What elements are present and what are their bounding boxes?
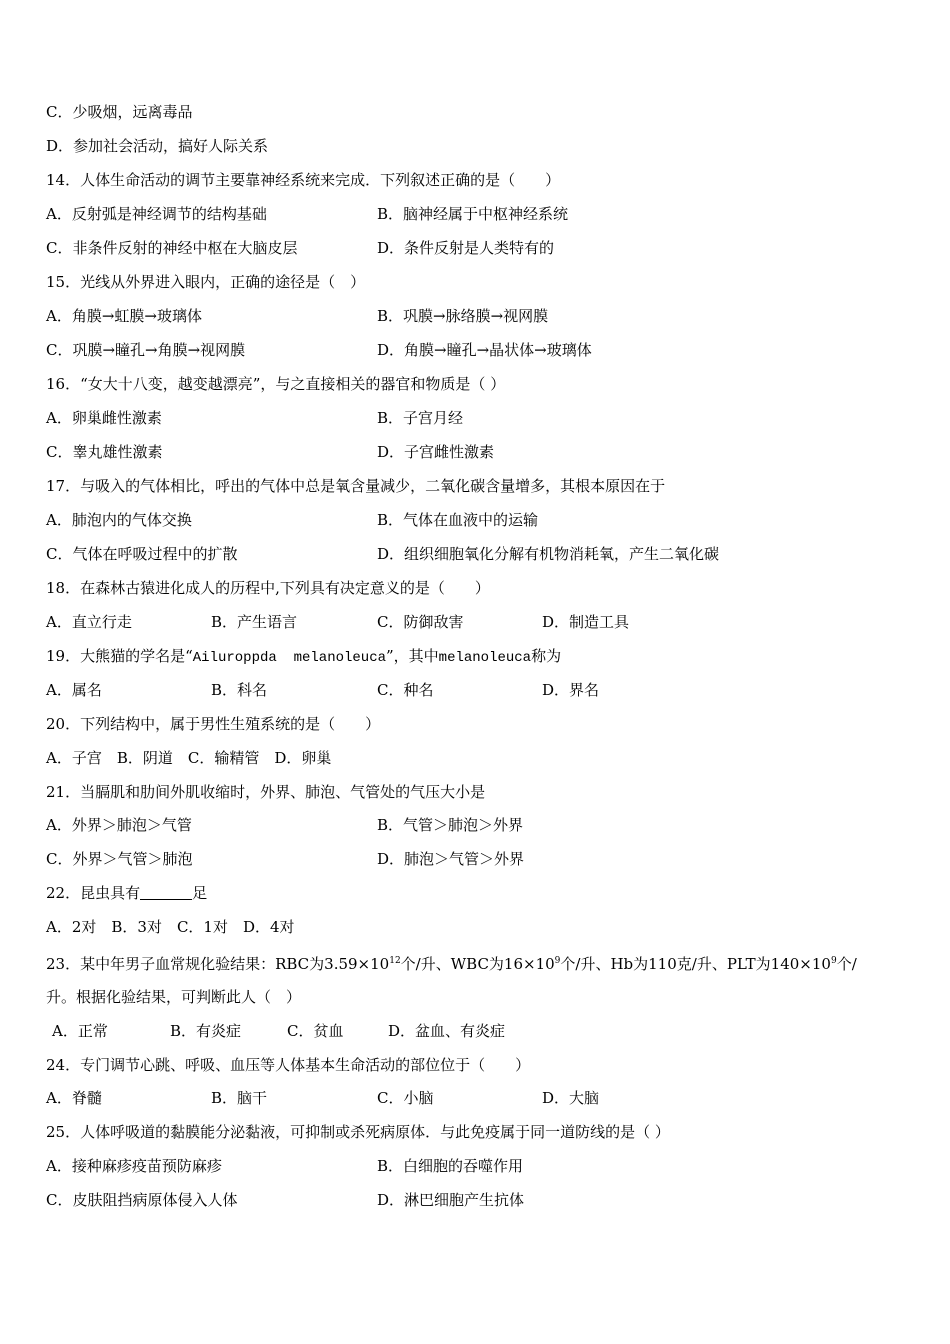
options-inline: A．子宫 B．阴道 C．输精管 D．卵巢: [46, 749, 332, 767]
question-25-stem: 25．人体呼吸道的黏膜能分泌黏液，可抑制或杀死病原体．与此免疫属于同一道防线的是（ ）: [46, 1123, 670, 1141]
question-17-stem: 17．与吸入的气体相比，呼出的气体中总是氧含量减少，二氧化碳含量增多，其根本原因在于: [46, 477, 666, 495]
option-d: D．条件反射是人类特有的: [377, 239, 555, 257]
question-14-stem: 14．人体生命活动的调节主要靠神经系统来完成．下列叙述正确的是（ ）: [46, 171, 561, 189]
question-20-options-row: [46, 748, 331, 768]
option-b: B．白细胞的吞噬作用: [377, 1157, 524, 1175]
option-line: [46, 136, 268, 156]
options-inline: A．2对 B．3对 C．1对 D．4对: [46, 918, 295, 936]
question-20-stem: 20．下列结构中，属于男性生殖系统的是（ ）: [46, 715, 381, 733]
option-c: C．巩膜→瞳孔→角膜→视网膜: [46, 341, 246, 359]
option-d: D．淋巴细胞产生抗体: [377, 1191, 525, 1209]
question-23-stem: 23．某中年男子血常规化验结果：RBC为$3.59\times 10^{12}$个/升、WBC为$16\times 10^9$个/升、Hb为110克/升、PLT为$140\times 10^9$个/: [46, 955, 857, 973]
option-b: B．产生语言: [211, 613, 298, 631]
option-a: A．正常: [52, 1022, 108, 1040]
option-d: D．界名: [542, 681, 600, 699]
option-a: A．脊髓: [46, 1089, 102, 1107]
superscript: 12: [389, 956, 401, 966]
question-15-stem: 15．光线从外界进入眼内，正确的途径是（ ）: [46, 273, 366, 291]
option-c: C．皮肤阻挡病原体侵入人体: [46, 1191, 238, 1209]
option-c: C．贫血: [287, 1022, 344, 1040]
question-23-stem-line2: 升。根据化验结果，可判断此人（ ）: [46, 988, 302, 1006]
option-a: A．反射弧是神经调节的结构基础: [46, 205, 267, 223]
option-a: A．卵巢雌性激素: [46, 409, 162, 427]
option-a: A．角膜→虹膜→玻璃体: [46, 307, 202, 325]
option-c: C．防御敌害: [377, 613, 464, 631]
option-c: C．种名: [377, 681, 434, 699]
question-22-options-row: [46, 917, 295, 937]
option-c: C．外界＞气管＞肺泡: [46, 850, 193, 868]
option-d: D．制造工具: [542, 613, 630, 631]
option-d: D．子宫雌性激素: [377, 443, 495, 461]
option-b: B．子宫月经: [377, 409, 464, 427]
question-16-stem: 16．“女大十八变，越变越漂亮”，与之直接相关的器官和物质是（ ）: [46, 375, 506, 393]
answer-blank: [140, 885, 192, 900]
option-d: D．大脑: [542, 1089, 600, 1107]
option-b: B．脑神经属于中枢神经系统: [377, 205, 569, 223]
option-d: D．盆血、有炎症: [388, 1022, 506, 1040]
option-c: C．气体在呼吸过程中的扩散: [46, 545, 238, 563]
option-b: B．气管＞肺泡＞外界: [377, 816, 524, 834]
option-b: B．气体在血液中的运输: [377, 511, 539, 529]
option-c: C．小脑: [377, 1089, 434, 1107]
option-b: B．科名: [211, 681, 268, 699]
option-d: D．组织细胞氧化分解有机物消耗氧，产生二氧化碳: [377, 545, 720, 563]
question-21-stem: 21．当膈肌和肋间外肌收缩时，外界、肺泡、气管处的气压大小是: [46, 783, 486, 801]
option-b: B．有炎症: [170, 1022, 242, 1040]
option-a: A．属名: [46, 681, 102, 699]
option-a: A．外界＞肺泡＞气管: [46, 816, 192, 834]
option-c: C．非条件反射的神经中枢在大脑皮层: [46, 239, 298, 257]
question-19-stem: 19．大熊猫的学名是“Ailuroppda melanoleuca”，其中melanoleuca称为: [46, 647, 562, 666]
superscript: 9: [554, 956, 561, 966]
superscript: 9: [830, 956, 837, 966]
option-b: B．巩膜→脉络膜→视网膜: [377, 307, 549, 325]
option-a: A．接种麻疹疫苗预防麻疹: [46, 1157, 222, 1175]
option-text: D．参加社会活动，搞好人际关系: [46, 137, 269, 155]
latin-name: melanoleuca: [438, 650, 532, 666]
question-24-stem: 24．专门调节心跳、呼吸、血压等人体基本生命活动的部位位于（ ）: [46, 1056, 531, 1074]
option-line: [46, 102, 192, 122]
option-a: A．肺泡内的气体交换: [46, 511, 192, 529]
option-a: A．直立行走: [46, 613, 132, 631]
option-b: B．脑干: [211, 1089, 268, 1107]
option-text: C．少吸烟，远离毒品: [46, 103, 193, 121]
option-c: C．睾丸雄性激素: [46, 443, 163, 461]
latin-name: Ailuroppda melanoleuca: [192, 650, 386, 666]
question-18-stem: 18．在森林古猿进化成人的历程中,下列具有决定意义的是（ ）: [46, 579, 490, 597]
option-d: D．角膜→瞳孔→晶状体→玻璃体: [377, 341, 592, 359]
option-d: D．肺泡＞气管＞外界: [377, 850, 525, 868]
question-22-stem: 22．昆虫具有 足: [46, 884, 208, 902]
